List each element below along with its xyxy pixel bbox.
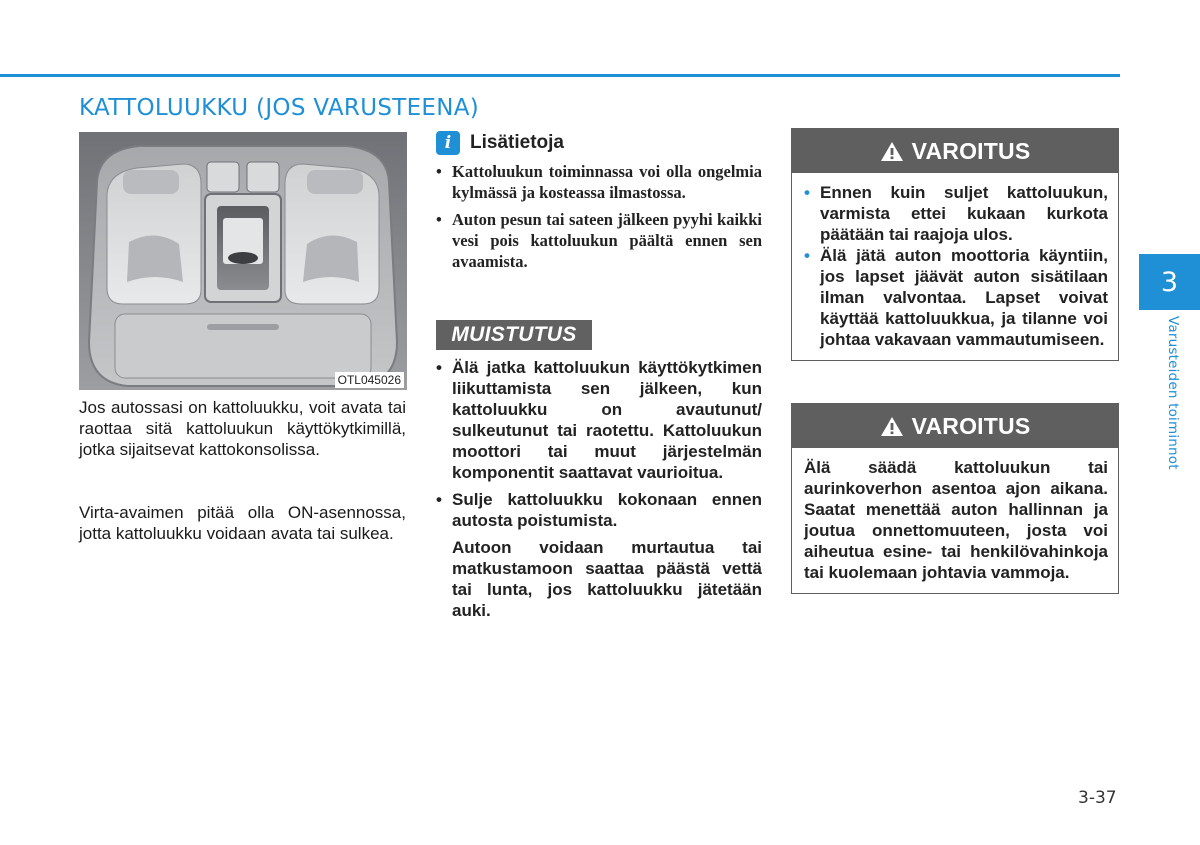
section-title: KATTOLUUKKU (JOS VARUSTEENA): [79, 95, 480, 121]
info-title: Lisätietoja: [470, 132, 564, 153]
warning-box-1: [791, 128, 1119, 361]
warning-text: Älä säädä kattoluukun tai aurinkoverhon asentoa ajon aikana. Saatat menettää auton hallinnan ja joutua onnettomuuteen, josta voi aiheutua esine- tai henkilövahinkoja tai kuolemaan johtavia vammoja.: [804, 458, 1108, 582]
list-item: • Älä jätä auton moottoria käyntiin, jos lapset jäävät auton sisätilaan ilman valvontaa. Lapset voivat käyttää kattoluukkua, ja tilanne voi johtaa vakavaan vammautumiseen.: [804, 245, 1108, 350]
warning-label: VAROITUS: [911, 137, 1031, 164]
list-item: • Ennen kuin suljet kattoluukun, varmista ettei kukaan kurkota päätään tai raajoja ulos.: [804, 182, 1108, 245]
notice-list: [436, 357, 762, 627]
chapter-number-tab: 3: [1139, 254, 1200, 310]
list-item: • Kattoluukun toiminnassa voi olla ongelmia kylmässä ja kosteassa ilmastossa.: [436, 161, 762, 203]
warning-header: [792, 404, 1118, 448]
warning-box-2: [791, 403, 1119, 594]
notice-continuation: Autoon voidaan murtautua tai matkustamoon saattaa päästä vettä tai lunta, jos kattoluukku jätetään auki.: [452, 538, 762, 620]
warning-triangle-icon: [880, 141, 904, 162]
overhead-console-photo: [79, 132, 407, 390]
photo-code: OTL045026: [335, 372, 404, 388]
info-list: [436, 161, 762, 278]
list-item: • Sulje kattoluukku kokonaan ennen autosta poistumista.: [436, 489, 762, 531]
page-number: 3-37: [1078, 788, 1117, 808]
warning-triangle-icon: [880, 416, 904, 437]
warning-list: [792, 173, 1118, 360]
notice-label: MUISTUTUS: [436, 320, 592, 350]
info-heading: [436, 131, 564, 155]
warning-header: [792, 129, 1118, 173]
intro-paragraph-2: Virta-avaimen pitää olla ON-asennossa, jotta kattoluukku voidaan avata tai sulkea.: [79, 503, 406, 543]
list-item: • Älä jatka kattoluukun käyttökytkimen liikuttamista sen jälkeen, kun kattoluukku on avautunut/ sulkeutunut tai raotettu. Kattoluukun moottori tai muut järjestelmän komponentit saattavat vaurioitua.: [436, 357, 762, 483]
intro-paragraph-1: Jos autossasi on kattoluukku, voit avata tai raottaa sitä kattoluukun käyttökytkimillä, jotka sijaitsevat kattokonsolissa.: [79, 398, 406, 459]
list-item: • Auton pesun tai sateen jälkeen pyyhi kaikki vesi pois kattoluukun päältä ennen sen avaamista.: [436, 209, 762, 272]
info-icon: i: [436, 131, 460, 155]
chapter-title: Varusteiden toiminnot: [1165, 316, 1181, 470]
top-rule: [0, 74, 1120, 77]
warning-label: VAROITUS: [911, 412, 1031, 439]
